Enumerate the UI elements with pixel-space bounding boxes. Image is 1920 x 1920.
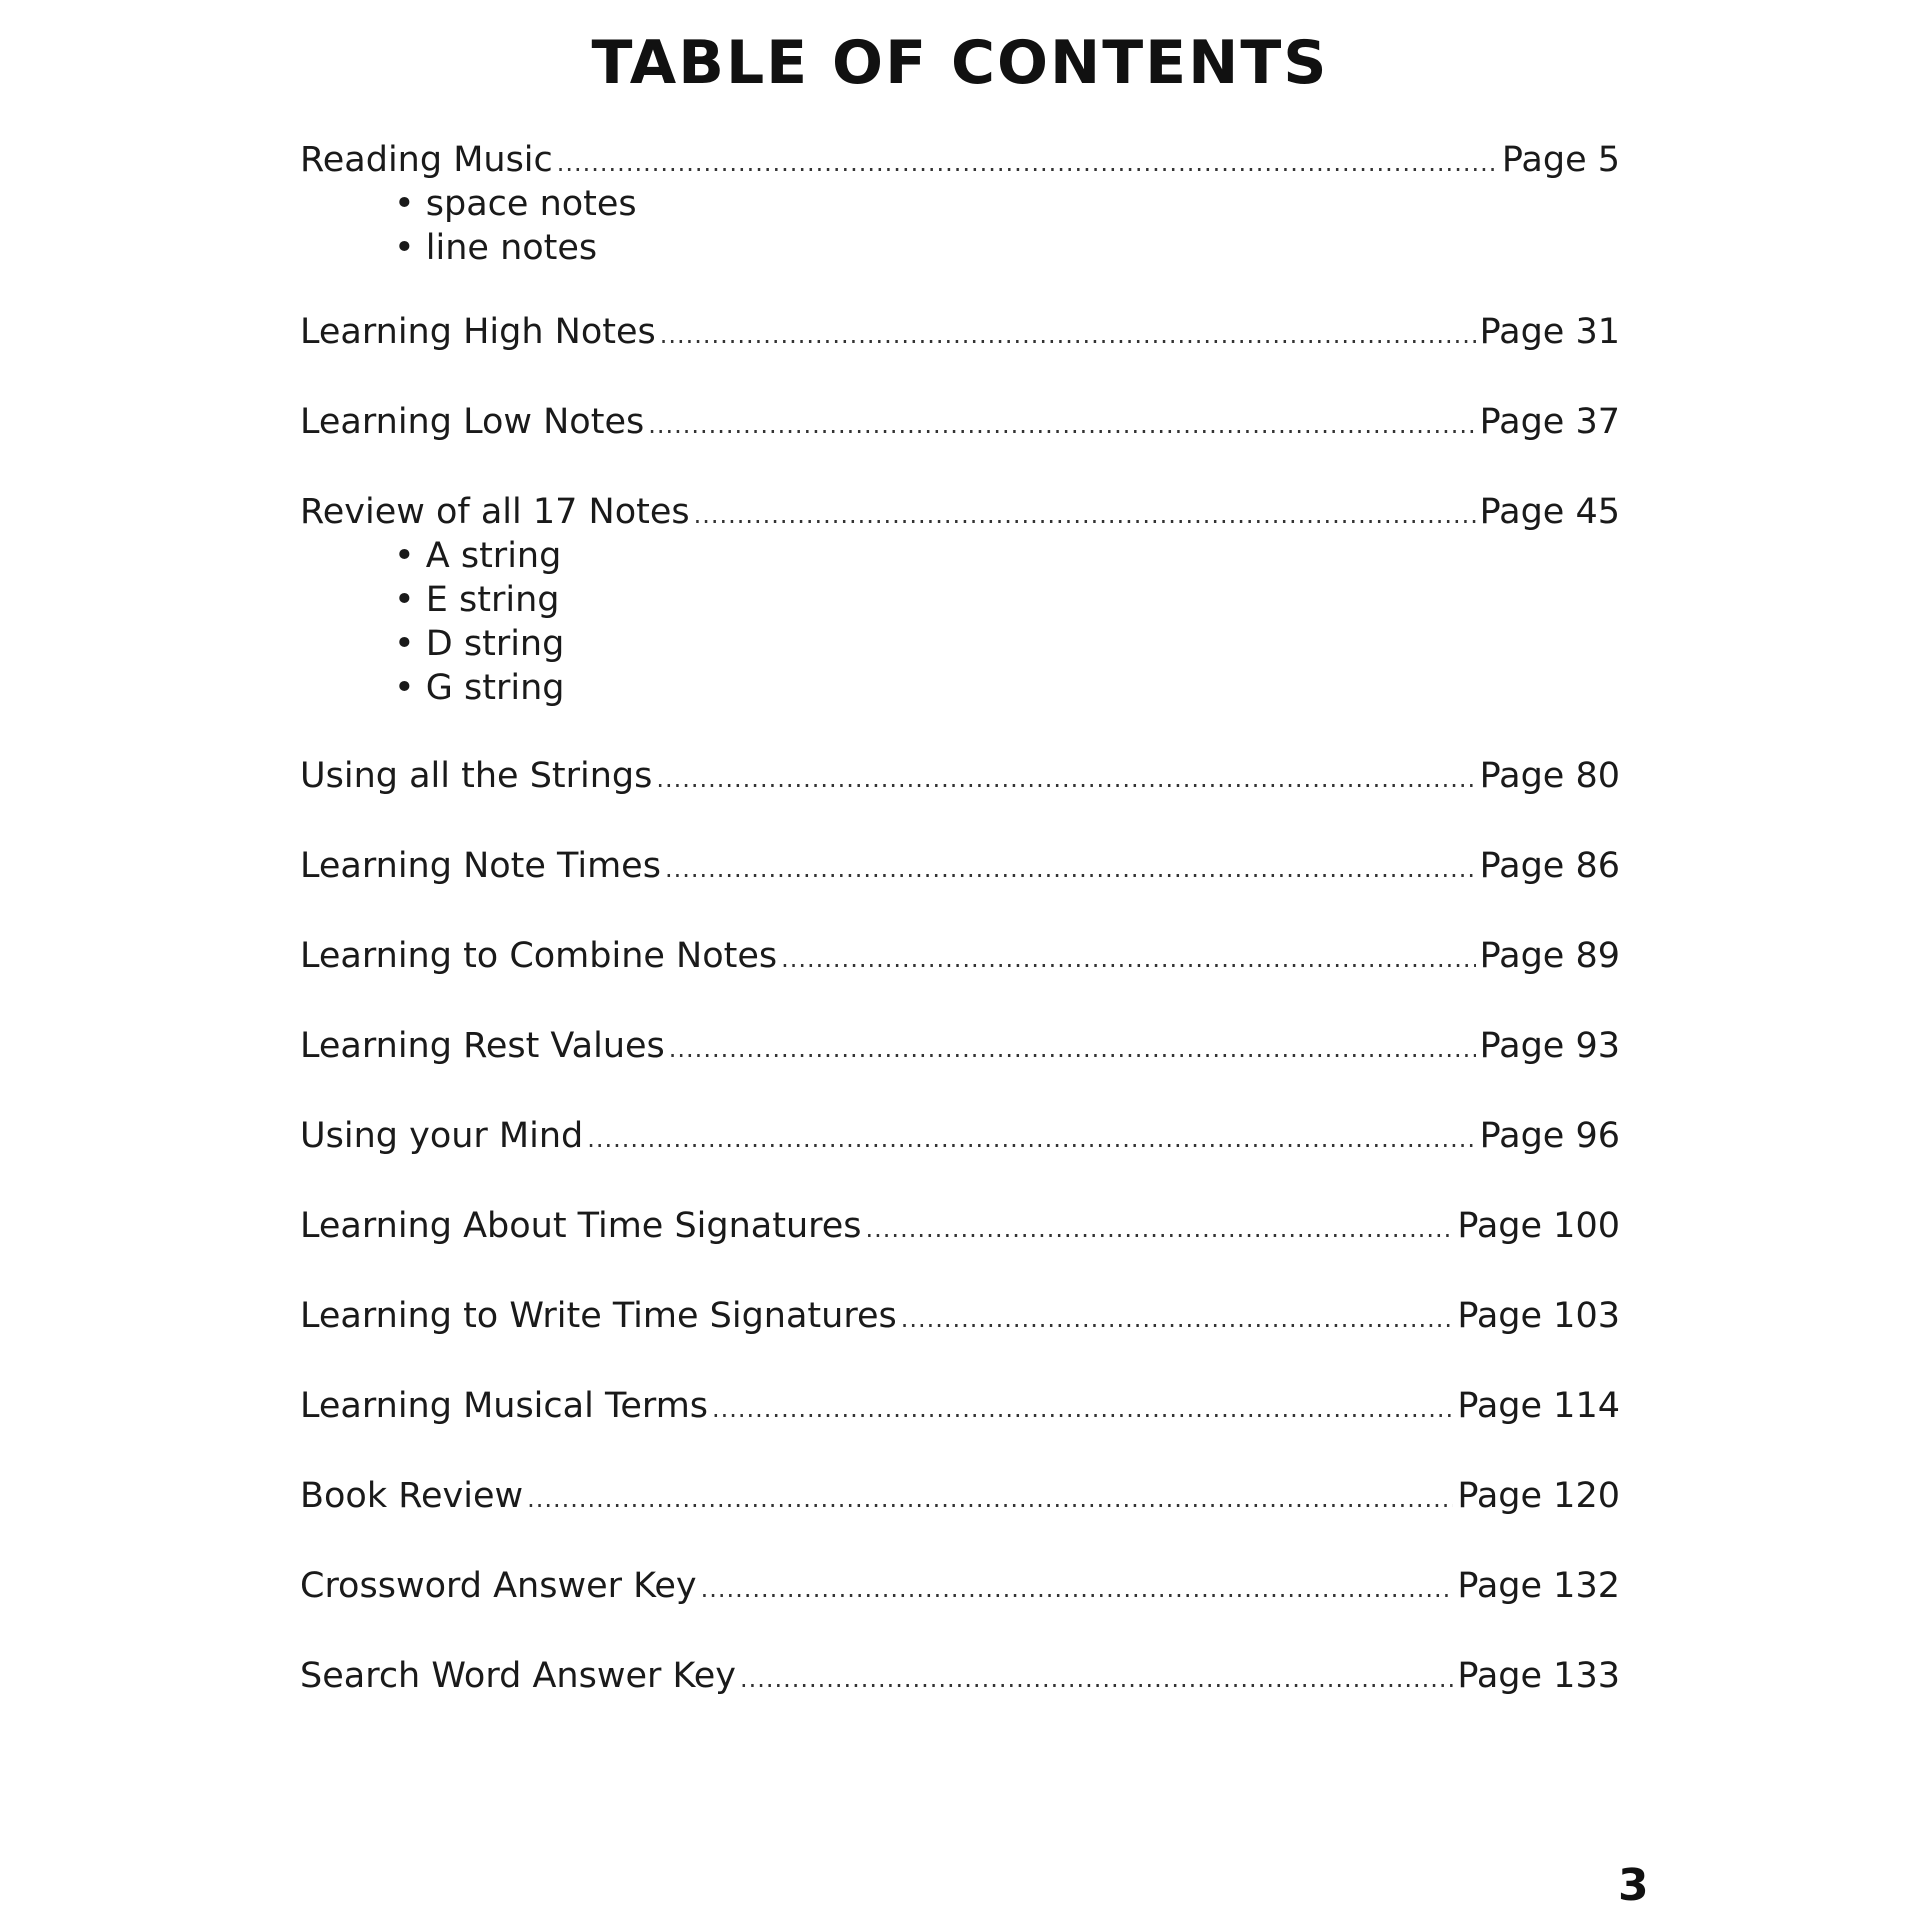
dot-leader bbox=[587, 1117, 1475, 1161]
toc-entry-label: Learning High Notes bbox=[300, 312, 656, 352]
page-title: TABLE OF CONTENTS bbox=[591, 28, 1329, 98]
toc-entry-page: Page 37 bbox=[1479, 402, 1620, 442]
toc-entry bbox=[300, 1204, 1620, 1248]
toc-entry bbox=[300, 1294, 1620, 1338]
toc-row bbox=[300, 1204, 1620, 1248]
toc-subitem: • A string bbox=[394, 534, 1620, 578]
toc-entry-page: Page 103 bbox=[1457, 1296, 1620, 1336]
dot-leader bbox=[694, 493, 1476, 537]
toc-subitem: • D string bbox=[394, 622, 1620, 666]
toc-entry-label: Learning to Write Time Signatures bbox=[300, 1296, 897, 1336]
toc-row bbox=[300, 1114, 1620, 1158]
toc-entry bbox=[300, 1564, 1620, 1608]
toc-entry-page: Page 120 bbox=[1457, 1476, 1620, 1516]
toc-row bbox=[300, 754, 1620, 798]
toc-entry-page: Page 45 bbox=[1479, 492, 1620, 532]
toc-row bbox=[300, 138, 1620, 182]
toc-entry-page: Page 133 bbox=[1457, 1656, 1620, 1696]
toc-entry-page: Page 132 bbox=[1457, 1566, 1620, 1606]
toc-entry-label: Learning Musical Terms bbox=[300, 1386, 709, 1426]
toc-entry bbox=[300, 934, 1620, 978]
toc-subitem: • space notes bbox=[394, 182, 1620, 226]
toc-subitems bbox=[300, 182, 1620, 270]
toc-entry-label: Using all the Strings bbox=[300, 756, 653, 796]
toc-row bbox=[300, 1024, 1620, 1068]
toc-entry-page: Page 114 bbox=[1457, 1386, 1620, 1426]
dot-leader bbox=[557, 141, 1498, 185]
toc-entry-page: Page 5 bbox=[1501, 140, 1620, 180]
toc-row bbox=[300, 310, 1620, 354]
toc-entry-page: Page 100 bbox=[1457, 1206, 1620, 1246]
dot-leader bbox=[701, 1567, 1454, 1611]
toc-row bbox=[300, 1564, 1620, 1608]
dot-leader bbox=[656, 757, 1475, 801]
dot-leader bbox=[648, 403, 1475, 447]
toc-entry-label: Book Review bbox=[300, 1476, 524, 1516]
toc-row bbox=[300, 1654, 1620, 1698]
toc-entry-label: Learning Rest Values bbox=[300, 1026, 665, 1066]
dot-leader bbox=[527, 1477, 1453, 1521]
toc-entry bbox=[300, 1384, 1620, 1428]
page-number: 3 bbox=[1618, 1860, 1649, 1911]
toc-entry-page: Page 96 bbox=[1479, 1116, 1620, 1156]
toc-row bbox=[300, 1384, 1620, 1428]
toc-row bbox=[300, 844, 1620, 888]
toc-entry-label: Crossword Answer Key bbox=[300, 1566, 697, 1606]
toc-entry bbox=[300, 1654, 1620, 1698]
dot-leader bbox=[665, 847, 1476, 891]
toc-entry-label: Reading Music bbox=[300, 140, 553, 180]
toc-entry bbox=[300, 138, 1620, 270]
dot-leader bbox=[901, 1297, 1454, 1341]
toc-entry-page: Page 89 bbox=[1479, 936, 1620, 976]
toc-entry-label: Using your Mind bbox=[300, 1116, 584, 1156]
toc-entry bbox=[300, 400, 1620, 444]
dot-leader bbox=[660, 313, 1476, 357]
toc-entry bbox=[300, 310, 1620, 354]
toc-entry-page: Page 93 bbox=[1479, 1026, 1620, 1066]
dot-leader bbox=[740, 1657, 1453, 1701]
toc-entry-label: Learning to Combine Notes bbox=[300, 936, 778, 976]
toc-row bbox=[300, 1474, 1620, 1518]
toc-entry bbox=[300, 490, 1620, 710]
toc-subitem: • E string bbox=[394, 578, 1620, 622]
dot-leader bbox=[669, 1027, 1476, 1071]
toc-entry bbox=[300, 1024, 1620, 1068]
toc-entry-label: Review of all 17 Notes bbox=[300, 492, 690, 532]
toc-entry-page: Page 80 bbox=[1479, 756, 1620, 796]
toc-row bbox=[300, 490, 1620, 534]
toc-subitem: • G string bbox=[394, 666, 1620, 710]
table-of-contents bbox=[300, 138, 1620, 1744]
toc-subitems bbox=[300, 534, 1620, 710]
dot-leader bbox=[781, 937, 1475, 981]
toc-row bbox=[300, 934, 1620, 978]
toc-row bbox=[300, 1294, 1620, 1338]
dot-leader bbox=[866, 1207, 1454, 1251]
toc-entry bbox=[300, 754, 1620, 798]
toc-entry-label: Learning Note Times bbox=[300, 846, 661, 886]
toc-entry-label: Search Word Answer Key bbox=[300, 1656, 736, 1696]
toc-subitem: • line notes bbox=[394, 226, 1620, 270]
toc-entry bbox=[300, 1474, 1620, 1518]
toc-entry-page: Page 86 bbox=[1479, 846, 1620, 886]
toc-entry-label: Learning Low Notes bbox=[300, 402, 645, 442]
toc-entry-page: Page 31 bbox=[1479, 312, 1620, 352]
toc-row bbox=[300, 400, 1620, 444]
toc-entry-label: Learning About Time Signatures bbox=[300, 1206, 862, 1246]
dot-leader bbox=[712, 1387, 1453, 1431]
toc-entry bbox=[300, 1114, 1620, 1158]
toc-entry bbox=[300, 844, 1620, 888]
